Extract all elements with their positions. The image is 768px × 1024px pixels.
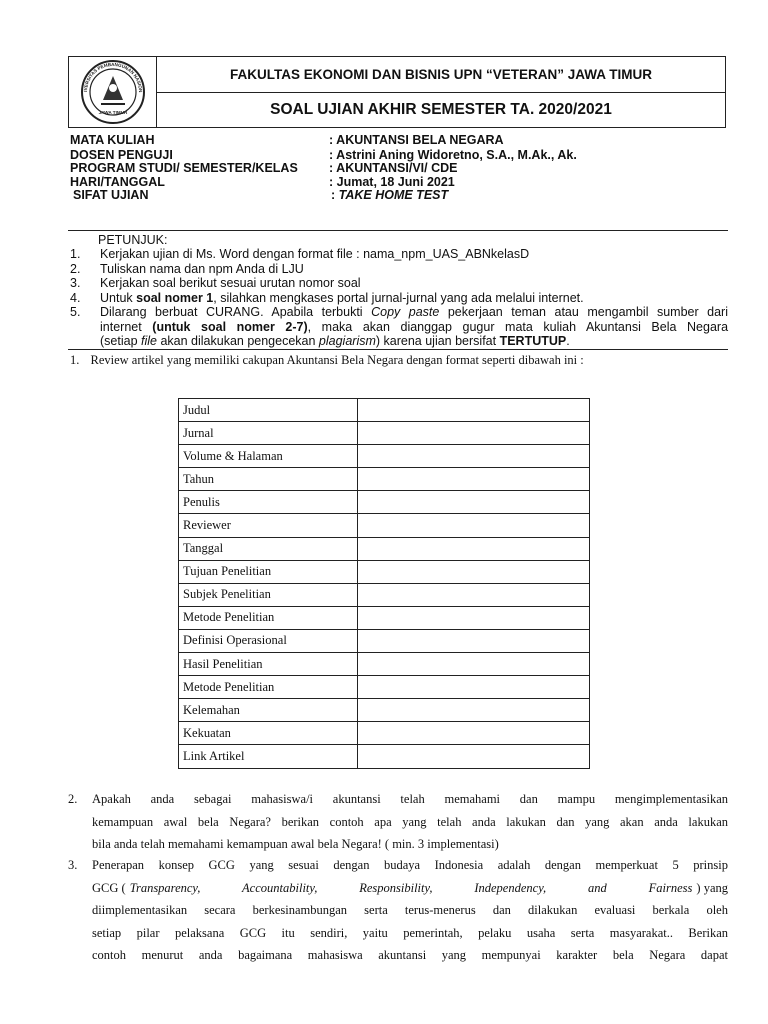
question-text-line: diimplementasikan secara berkesinambungan serta terus-menerus dan dilakukan evaluasi berkala oleh — [92, 903, 728, 917]
question-1 — [70, 353, 584, 368]
table-row — [179, 445, 590, 468]
instruction-item: Kerjakan ujian di Ms. Word dengan format file : nama_npm_UAS_ABNkelasD — [100, 247, 530, 261]
review-field-value — [358, 653, 590, 676]
review-field-value — [358, 422, 590, 445]
question-text: Review artikel yang memiliki cakupan Akuntansi Bela Negara dengan format seperti dibawah ini : — [90, 353, 584, 367]
review-field-value — [358, 445, 590, 468]
svg-text:JAWA TIMUR: JAWA TIMUR — [98, 110, 127, 115]
table-row — [179, 491, 590, 514]
info-value-date: : Jumat, 18 Juni 2021 — [329, 175, 455, 189]
question-text-line: bila anda telah memahami kemampuan awal bela Negara! ( min. 3 implementasi) — [92, 837, 499, 851]
instructions-title: PETUNJUK: — [98, 233, 168, 247]
table-row — [179, 514, 590, 537]
instruction-item: Untuk soal nomer 1, silahkan mengkases portal jurnal-jurnal yang ada melalui internet. — [100, 291, 584, 305]
review-field-label: Judul — [179, 399, 358, 422]
review-field-label: Tahun — [179, 468, 358, 491]
info-value-program: : AKUNTANSI/VI/ CDE — [329, 161, 458, 175]
review-field-label: Link Artikel — [179, 745, 358, 768]
question-text-line: contoh menurut anda bagaimana mahasiswa akuntansi yang mempunyai karakter bela Negara dapat — [92, 948, 728, 962]
instruction-number: 5. — [70, 305, 81, 319]
review-field-value — [358, 745, 590, 768]
review-field-label: Jurnal — [179, 422, 358, 445]
review-field-label: Definisi Operasional — [179, 629, 358, 652]
instruction-number: 2. — [70, 262, 81, 276]
exam-title: SOAL UJIAN AKHIR SEMESTER TA. 2020/2021 — [270, 101, 612, 118]
question-text-line: setiap pilar pelaksana GCG itu sendiri, yaitu pemerintah, pelaku usaha serta masyarakat.. Berikan — [92, 925, 728, 940]
table-row — [179, 722, 590, 745]
review-field-value — [358, 399, 590, 422]
review-field-label: Metode Penelitian — [179, 606, 358, 629]
question-number: 2. — [68, 792, 78, 806]
info-label-type: SIFAT UJIAN — [73, 188, 149, 202]
instruction-number: 3. — [70, 276, 81, 290]
instruction-number: 1. — [70, 247, 81, 261]
info-label-program: PROGRAM STUDI/ SEMESTER/KELAS — [70, 161, 298, 175]
instruction-item: Tuliskan nama dan npm Anda di LJU — [100, 262, 304, 276]
review-field-value — [358, 699, 590, 722]
question-number: 1. — [70, 353, 80, 367]
question-text-line: GCG ( Transparency, Accountability, Responsibility, Independency, and Fairness ) yang — [92, 880, 728, 895]
table-row — [179, 422, 590, 445]
question-2 — [68, 788, 728, 856]
review-field-label: Subjek Penelitian — [179, 583, 358, 606]
university-logo-cell — [69, 57, 157, 127]
review-field-label: Tujuan Penelitian — [179, 560, 358, 583]
table-row — [179, 629, 590, 652]
question-3 — [68, 854, 728, 967]
question-text-line: Apakah anda sebagai mahasiswa/i akuntansi telah memahami dan mampu mengimplementasikan — [92, 792, 728, 806]
table-row — [179, 653, 590, 676]
review-field-value — [358, 491, 590, 514]
review-field-label: Volume & Halaman — [179, 445, 358, 468]
university-seal-icon — [79, 58, 147, 126]
instruction-item: Kerjakan soal berikut sesuai urutan nomor soal — [100, 276, 361, 290]
review-field-label: Kelemahan — [179, 699, 358, 722]
info-value-course: : AKUNTANSI BELA NEGARA — [329, 133, 504, 147]
table-row — [179, 745, 590, 768]
table-row — [179, 468, 590, 491]
table-row — [179, 560, 590, 583]
instruction-item: Dilarang berbuat CURANG. Apabila terbukti Copy paste pekerjaan teman atau mengambil sumber dari internet (untuk soal nomer 2-7), maka akan dianggap gugur mata kuliah Akuntansi Bela Negara (setiap file akan dilakukan pengecekan plagiarism) karena ujian bersifat TERTUTUP. — [100, 305, 729, 348]
course-info — [70, 133, 670, 205]
review-field-label: Hasil Penelitian — [179, 653, 358, 676]
review-field-label: Tanggal — [179, 537, 358, 560]
table-row — [179, 676, 590, 699]
info-value-lecturer: : Astrini Aning Widoretno, S.A., M.Ak., Ak. — [329, 148, 577, 162]
info-label-lecturer: DOSEN PENGUJI — [70, 148, 173, 162]
svg-text:UNIVERSITAS PEMBANGUNAN NASION: IVERSITAS PEMBANGUNAN NASION — [82, 61, 143, 93]
exam-header — [68, 56, 726, 128]
table-row — [179, 699, 590, 722]
instructions-divider — [68, 349, 728, 350]
info-divider — [68, 230, 728, 231]
review-field-value — [358, 606, 590, 629]
info-label-date: HARI/TANGGAL — [70, 175, 165, 189]
review-field-value — [358, 560, 590, 583]
instruction-number: 4. — [70, 291, 81, 305]
instructions — [70, 233, 729, 348]
review-field-value — [358, 514, 590, 537]
review-field-value — [358, 583, 590, 606]
review-field-label: Penulis — [179, 491, 358, 514]
review-field-label: Kekuatan — [179, 722, 358, 745]
review-field-value — [358, 468, 590, 491]
question-number: 3. — [68, 858, 78, 872]
review-field-value — [358, 629, 590, 652]
info-value-type: : TAKE HOME TEST — [331, 188, 449, 202]
question-text-line: Penerapan konsep GCG yang sesuai dengan budaya Indonesia adalah dengan memperkuat 5 prinsip — [92, 858, 728, 872]
table-row — [179, 606, 590, 629]
review-field-label: Metode Penelitian — [179, 676, 358, 699]
review-field-value — [358, 676, 590, 699]
table-row — [179, 583, 590, 606]
review-field-value — [358, 722, 590, 745]
faculty-name: FAKULTAS EKONOMI DAN BISNIS UPN “VETERAN” JAWA TIMUR — [229, 67, 652, 82]
review-format-table — [178, 398, 590, 769]
question-text-line: kemampuan awal bela Negara? berikan contoh apa yang telah anda lakukan dan yang akan anda lakukan — [92, 814, 728, 829]
info-label-course: MATA KULIAH — [70, 133, 155, 147]
review-field-label: Reviewer — [179, 514, 358, 537]
table-row — [179, 537, 590, 560]
table-row — [179, 399, 590, 422]
review-field-value — [358, 537, 590, 560]
